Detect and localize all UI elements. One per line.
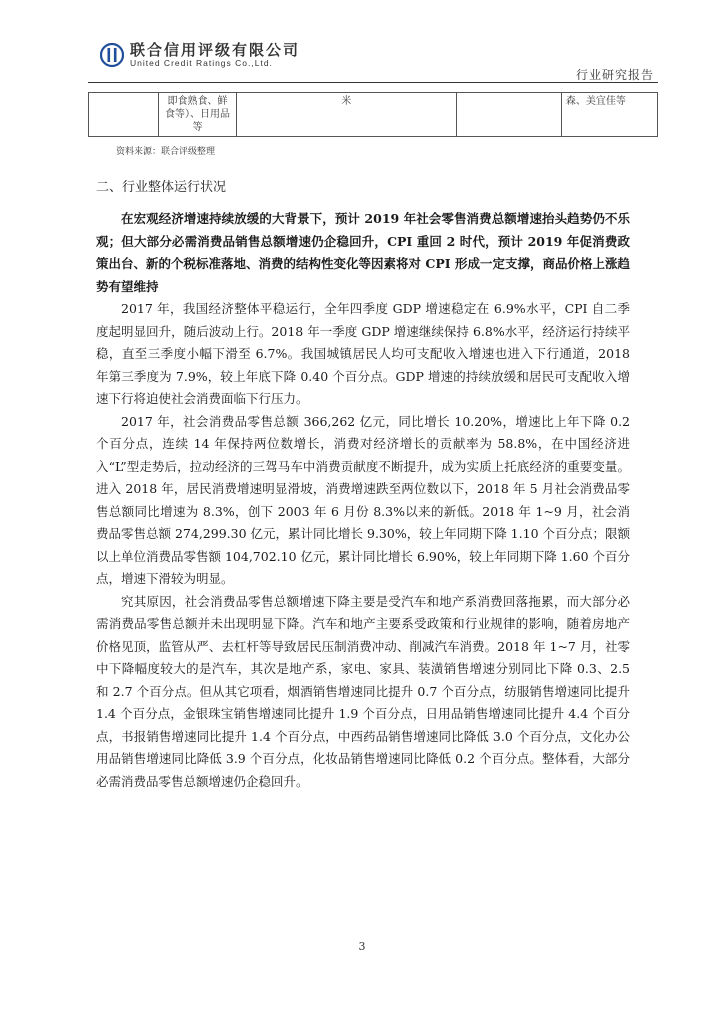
paragraph: 究其原因，社会消费品零售总额增速下降主要是受汽车和地产系消费回落拖累，而大部分必需消费品零售总额并未出现明显下降。汽车和地产主要系受政策和行业规律的影响，随着房地产价格见顶，监管从严、去杠杆等导致居民压制消费冲动、削减汽车消费。2018 年 1~7 月，社零中下降幅度较大的是汽车，其次是地产系，家电、家具、装潢销售增速分别同比下降 0.3、2.5 和 2.7 个百分点。但从其它项看，烟酒销售增速同比提升 0.7 个百分点，纺服销售增速同比提升 1.4 个百分点，金银珠宝销售增速同比提升 1.9 个百分点，日用品销售增速同比提升 4.4 个百分点，书报销售增速同比提升 1.4 个百分点，中西药品销售增速同比降低 3.0 个百分点，文化办公用品销售增速同比降低 3.9 个百分点，化妆品销售增速同比降低 0.2 个百分点。整体看，大部分必需消费品零售总额增速仍企稳回升。 — [96, 593, 630, 789]
ucr-logo-icon — [100, 43, 124, 67]
page-number: 3 — [358, 940, 366, 953]
summary-paragraph: 在宏观经济增速持续放缓的大背景下，预计 2019 年社会零售消费总额增速抬头趋势仍不乐观；但大部分必需消费品销售总额增速仍企稳回升，CPI 重回 2 时代，预计 2019 年促消费政策出台、新的个税标准落地、消费的结构性变化等因素将对 CPI 形成一定支撑，商品价格上涨趋势有望维持 — [96, 211, 630, 294]
company-name-en: United Credit Ratings Co.,Ltd. — [130, 58, 273, 68]
header-divider — [88, 82, 658, 83]
company-logo — [100, 42, 300, 68]
section-heading: 二、行业整体运行状况 — [96, 180, 227, 195]
table-cell: 即食熟食、鲜食等）、日用品等 — [159, 93, 236, 137]
continued-table — [88, 92, 658, 137]
table-cell: 森、美宜佳等 — [561, 93, 657, 137]
table-source-note: 资料来源：联合评级整理 — [116, 147, 216, 157]
paragraph: 2017 年，社会消费品零售总额 366,262 亿元，同比增长 10.20%，增速比上年下降 0.2 个百分点，连续 14 年保持两位数增长，消费对经济增长的贡献率为 58.8%，在中国经济进入“L”型走势后，拉动经济的三驾马车中消费贡献度不断提升，成为实质上托底经济的重要变量。进入 2018 年，居民消费增速明显滑坡，消费增速跌至两位数以下，2018 年 5 月社会消费品零售总额同比增速为 8.3%，创下 2003 年 6 月份 8.3%以来的新低。2018 年 1~9 月，社会消费品零售总额 274,299.30 亿元，累计同比增长 9.30%，较上年同期下降 1.10 个百分点；限额以上单位消费品零售额 104,702.10 亿元，累计同比增长 6.90%，较上年同期下降 1.60 个百分点，增速下滑较为明显。 — [96, 413, 630, 586]
table-row — [89, 93, 658, 137]
report-type: 行业研究报告 — [575, 68, 654, 82]
company-name-cn: 联合信用评级有限公司 — [130, 41, 301, 59]
table-cell: 米 — [236, 93, 456, 137]
table-cell — [89, 93, 159, 137]
table-cell — [456, 93, 561, 137]
body-text — [96, 208, 630, 793]
paragraph: 2017 年，我国经济整体平稳运行，全年四季度 GDP 增速稳定在 6.9%水平，CPI 自二季度起明显回升，随后波动上行。2018 年一季度 GDP 增速继续保持 6.8%水平，经济运行持续平稳，直至三季度小幅下滑至 6.7%。我国城镇居民人均可支配收入增速也进入下行通道，2018 年第三季度为 7.9%，较上年底下降 0.40 个百分点。GDP 增速的持续放缓和居民可支配收入增速下行将迫使社会消费面临下行压力。 — [96, 301, 630, 406]
